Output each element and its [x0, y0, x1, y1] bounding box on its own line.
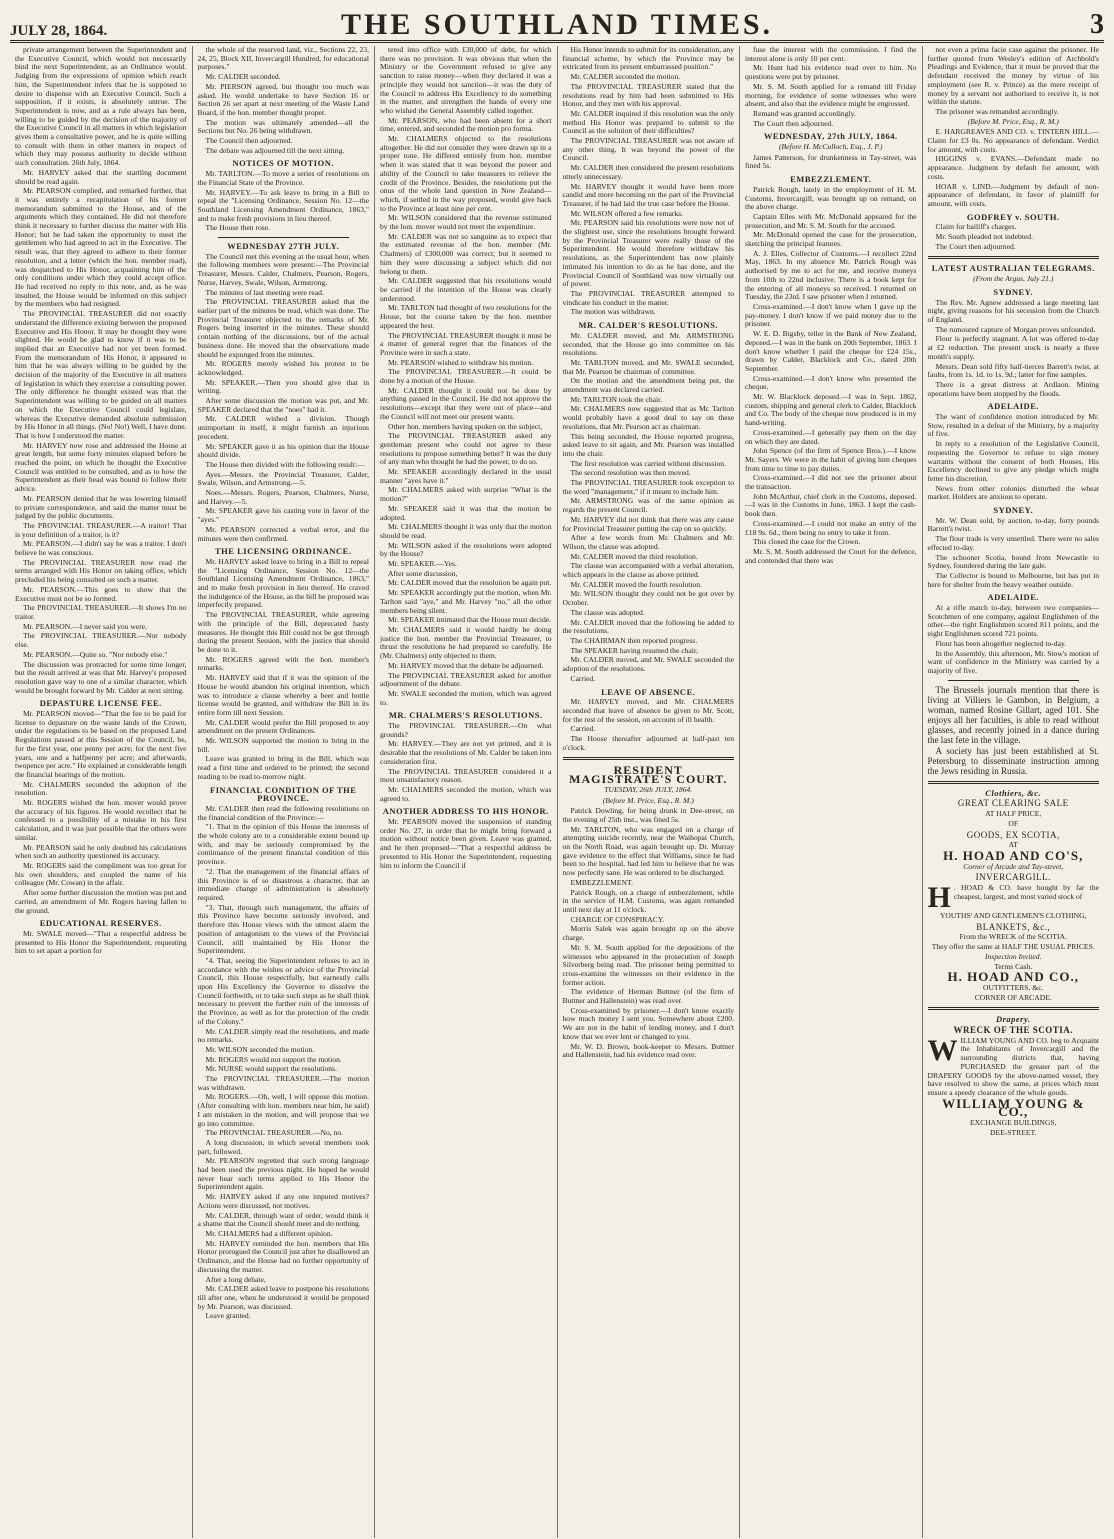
paragraph: Cross-examined.—I could not make an entry of the £18 9s. 6d., there being no entry to take it from. — [745, 518, 917, 537]
paragraph: Mr. PEARSON moved the suspension of standing order No. 27, in order that he might bring forward a motion without notice been given. Leave was granted, and he then proposed—"That a respectful address be presented to His Honor the Superintendent, requesting him to inform the Council if — [380, 817, 552, 870]
court-before: (Before M. Price, Esq., R. M.) — [602, 795, 694, 805]
paragraph: Messrs. Dean sold fifty half-tierces Barrett's twist, at faults, from 1s. 1d. to 1s. 9d.; latter for fine samples. — [927, 361, 1099, 380]
column-6 — [923, 46, 1105, 1538]
paragraph: Mr. TARLTON took the chair. — [570, 394, 663, 404]
court-title: RESIDENT MAGISTRATE'S COURT. — [569, 763, 728, 787]
paragraph: Mr. PEARSON said his resolutions were now not of the slightest use, since the resolutions brought forward by the Provincial Treasurer were really those of the Superintendent. He would therefore withdraw his resolutions, as the Superintendent has now plainly intimated his intention to do as he has done, and the Provincial Council of Southland was now virtually out of power. — [562, 218, 734, 289]
col2-paragraphs-4 — [198, 805, 370, 1321]
paragraph: Mr. CALDER moved that the resolution be again put. — [388, 578, 552, 588]
paragraph: Claim for bailiff's charges. — [935, 222, 1017, 232]
paragraph: Mr. SPEAKER accordingly put the motion, when Mr. Tarlton said "aye," and Mr. Harvey "no," all the other members being silent. — [380, 588, 552, 615]
paragraph: Mr. SPEAKER gave it as his opinion that the House should divide. — [197, 441, 369, 460]
paragraph: Mr. CALDER seconded. — [205, 72, 281, 82]
paragraph: James Patterson, for drunkenness in Tay-street, was fined 5s. — [745, 152, 917, 171]
section-heading: ANOTHER ADDRESS TO HIS HONOR. — [382, 806, 549, 817]
paragraph: Mr. WILSON thought they could not be got over by October. — [562, 589, 734, 608]
ad-line: OUTFITTERS, &c. — [982, 982, 1044, 992]
paragraph: Captain Elles with Mr. McDonald appeared for the prosecution, and Mr. S. M. South for the accused. — [745, 211, 917, 230]
paragraph: Mr. PEARSON denied that he was lowering himself to private correspondence, and said the matter must be judged by the public documents. — [15, 493, 187, 521]
paragraph: Mr. SWALE seconded the motion, which was agreed to. — [380, 688, 552, 707]
paragraph: Mr. HARVEY did not think that there was any cause for Provincial Treasurer putting the cap on so quickly. — [562, 514, 734, 533]
paragraph: Mr. CALDER moved the fourth resolution. — [570, 579, 702, 589]
ad-line: Inspection Invited. — [984, 951, 1042, 961]
divider — [928, 781, 1100, 784]
paragraph: The Court then adjourned. — [935, 241, 1016, 251]
section-heading: EMBEZZLEMENT. — [790, 174, 872, 185]
ad-body — [927, 881, 1100, 915]
paragraph: Mr. HARVEY asked that the startling document should be read again. — [15, 167, 187, 186]
ad-section-label: Clothiers, &c. — [985, 787, 1042, 798]
paragraph: Mr. TARLTON, who was engaged on a charge of attempting suicide recently, near the Waihopai Church, on the North Road, was again brought up. Dr. Murray gave evidence to the effect that Williams, since he had been to the hospital, had led him to believe that he was now perfectly sane. He was ordered to be discharged. — [562, 824, 734, 878]
paragraph: The PROVINCIAL TREASURER asked any gentleman present who could not agree to these resolutions to propose something better? It was the duty of any man who thought he had the power, to do so. — [380, 431, 552, 467]
ad-line: CORNER OF ARCADE. — [974, 992, 1052, 1002]
issue-date: JULY 28, 1864. — [10, 23, 108, 39]
paragraph: Mr. HARVEY asked if any one imputed motives? Actions were discussed, not motives. — [197, 1192, 369, 1210]
paragraph: The clause was accompanied with a verbal alteration, which appears in the clause as above printed. — [562, 561, 734, 580]
paragraph: The flour trade is very unsettled. There were no sales effected to-day. — [927, 534, 1099, 552]
paragraph: A. J. Elles, Collector of Customs.—I recollect 22nd May, 1863. In my absence Mr. Patrick Rough was authorised by me to act for me, and receive moneys from 10th to 22nd inclusive. There is a book kept for the entering of all moneys so received. I returned on Tuesday, the 23rd. I saw prisoner when I returned. — [745, 248, 917, 302]
col5-paragraphs-3 — [745, 186, 917, 566]
paragraph: Mr. PEARSON corrected a verbal error, and the minutes were then confirmed. — [197, 524, 369, 543]
paragraph: The PROVINCIAL TREASURER.—No, no. — [205, 1128, 344, 1138]
paragraph: Mr. CALDER moved the third resolution. — [570, 551, 698, 561]
ad-line: They offer the same at HALF THE USUAL PRICES. — [931, 942, 1095, 952]
paragraph: After some discussion the motion was put, and Mr. SPEAKER declared that the "noes" had it. — [197, 396, 369, 414]
col3-paragraphs-2 — [380, 722, 552, 803]
col5-paragraphs — [745, 46, 917, 128]
paragraph: The Court then adjourned. — [753, 118, 834, 128]
paragraph: Patrick Rough, on a charge of embezzlement, while in the service of H.M. Customs, was again remanded until next day at 11 o'clock. — [562, 887, 734, 914]
paragraph: Mr. SPEAKER intimated that the House must decide. — [388, 615, 552, 625]
telegram-city: SYDNEY. — [993, 286, 1034, 297]
column-2 — [193, 46, 376, 1538]
paragraph: The House then rose. — [205, 223, 271, 233]
paragraph: Mr. PEARSON.—I didn't say he was a traitor. I don't believe he was conscious. — [15, 539, 187, 558]
telegram-paragraphs-1 — [928, 299, 1100, 399]
ad-line: From the WRECK of the SCOTIA. — [959, 932, 1067, 942]
paragraph: not even a prima facie case against the prisoner. He further quoted from Wesley's edition of Archbold's Pleadings and Evidence, that it must be proved that the defendant received the money by virtue of his employment (see R. v. Prince) as the mere receipt of money by a servant not authorised to receive it, is not within the statute. — [927, 46, 1099, 107]
paragraph: Mr. ROGERS merely wished his protest to be acknowledged. — [197, 359, 369, 377]
paragraph: The PROVINCIAL TREASURER asked for another adjournment of the debate. — [380, 670, 552, 689]
ad-line: OF — [1008, 818, 1019, 828]
paragraph: The PROVINCIAL TREASURER was not aware of any other thing. It was beyond the power of the Council. — [562, 136, 734, 163]
section-heading: WEDNESDAY, 27th JULY, 1864. — [763, 131, 898, 142]
paragraph: The PROVINCIAL TREASURER.—It shows I'm no traitor. — [15, 603, 187, 621]
paragraph: Mr. W. Dean sold, by auction, to-day, forty pounds Barrett's twist. — [927, 515, 1099, 534]
paragraph: Mr. HARVEY reminded the hon. members that His Honor prorogued the Council just after he disallowed an Ordinance, and the House had no further opportunity of discussing the matter. — [197, 1238, 369, 1274]
paragraph: The Rev. Mr. Agnew addressed a large meeting last night, giving reasons for his secession from the Church of England. — [927, 297, 1099, 324]
ad-line: BLANKETS, &c., — [976, 921, 1051, 932]
paragraph: The PROVINCIAL TREASURER, while agreeing with the principle of the Bill, deprecated hasty measures. He thought this Bill could not be got through during the present Session, with the justice that should be done to it. — [197, 610, 369, 654]
paragraph: Mr. HARVEY asked leave to bring in a Bill to repeal the "Licensing Ordinance, Session No. 12—the Southland Licensing Amendment Ordinance, 1863," and to make fresh provision in lieu thereof. He craved the indulgence of the House, as the bill he proposed was imperfectly prepared. — [197, 556, 369, 610]
paragraph: The evidence of Herman Buttner (of the firm of Buttner and Hallenstein) was read over. — [562, 987, 734, 1006]
telegram-city: ADELAIDE. — [987, 401, 1039, 412]
paragraph: Mr. CALDER suggested that his resolutions would be carried if the intention of the House was clearly understood. — [380, 276, 552, 303]
telegram-paragraphs-4 — [928, 604, 1100, 676]
paragraph: Mr. McDonald opened the case for the prosecution, sketching the principal features. — [745, 230, 917, 249]
paragraph: Mr. PEARSON wished to withdraw his motion. — [388, 357, 534, 367]
paragraph: Mr. PEARSON said he only doubted his calculations when such an authority questioned its accuracy. — [15, 842, 187, 861]
paragraph: Mr. CALDER inquired if this resolution was the only method His Honor was prepared to submit to the Council as the solution of their difficulties? — [562, 108, 734, 136]
ad-title: WRECK OF THE SCOTIA. — [953, 1025, 1074, 1036]
paragraph: Mr. ROGERS.—Oh, well, I will oppose this motion. (After consulting with hon. members near him, he said) I am mistaken in the motion, and will propose that we go into committee. — [197, 1092, 369, 1128]
col4-paragraphs-3 — [563, 698, 735, 752]
paragraph: The SPEAKER having resumed the chair, — [570, 645, 698, 655]
paragraph: Mr. CALDER thought it could not be done by anything passed in the Council. He did not approve the resolutions—except that they were out of place—and the Council will not meet our present wants. — [380, 385, 552, 421]
paragraph: After a long debate, — [205, 1274, 266, 1284]
ad-line: GOODS, EX SCOTIA, — [966, 829, 1060, 840]
paragraph: Mr. ROGERS would not support the motion. — [205, 1054, 342, 1064]
paragraph: HOAR v. LIND.—Judgment by default of non-appearance of defendant, in favor of plaintiff for amount, with costs. — [927, 181, 1099, 208]
paragraph: In reply to a resolution of the Legislative Council, requesting the Governor to refuse to sign money warrants without the consent of both Houses, His Excellency declined to give any pledge which might fetter his discretion. — [927, 439, 1099, 483]
paragraph: Mr. CALDER then read the following resolutions on the financial condition of the Province:— — [197, 803, 369, 822]
telegram-paragraphs-3 — [928, 517, 1100, 590]
col6-paragraphs-3 — [928, 223, 1100, 251]
paragraph: Carried. — [570, 673, 596, 683]
paragraph: Mr. PEARSON, who had been absent for a short time, entered, and seconded the motion pro forma. — [380, 115, 552, 134]
paragraph: The prisoner was remanded accordingly. — [935, 106, 1059, 116]
divider — [948, 680, 1080, 681]
paragraph: Mr. CHALMERS said it would hardly be doing justice the hon. member the Provincial Treasurer, to thrust the resolutions he had prepared so carefully. He (Mr. Chalmers) only objected to them. — [380, 625, 552, 661]
paragraph: Other hon. members having spoken on the subject, — [388, 421, 543, 431]
paragraph: Cross-examined by prisoner.—I don't know exactly how much money I sent you. Somewhere about £200. We are not in the habit of lending money, and I don't know that we ever lent or changed to you. — [562, 1005, 734, 1041]
paragraph: A long discussion, in which several members took part, followed. — [197, 1137, 369, 1156]
paragraph: private arrangement between the Superintendent and the Executive Council, which would not necessarily bind the next Superintendent, as an Ordinance would. Judging from the expressions of opinion which reach him, the Superintendent infers that he is supposed to desire to dispense with an Executive Council. Such a supposition, if it exists, is absolutely untrue. The Superintendent is now, and as a rule always has been, willing to be guided by the decision of the majority of the Executive Council in all matters in which legislation gives them a consultative power, and he is quite willing to consult with them in other matters in respect of which they may possess authority to decide without such consultation. 26th July, 1864. — [15, 46, 187, 168]
divider — [218, 237, 350, 238]
column-4 — [558, 46, 741, 1538]
paragraph: Mr. PEARSON complied, and remarked further, that it was entirely a recapitulation of his former memorandum submitted to the House, and of the arguments which they contained. He did not therefore think it necessary to further discuss the matter with His Honor; but he had taken the opportunity to meet the gentlemen who had agreed to act in the Executive. The result was, that they agreed to adhere to their former resolution, and a letter (which the hon. member read), was despatched to His Honor, acquainting him of the only conditions under which they could accept office. He had received no reply to this note, and, as he was insulted, the House would be informed on this subject by the members who had resigned. — [15, 186, 187, 309]
divider — [928, 256, 1100, 259]
paragraph: Mr. CALDER moved, and Mr. ARMSTRONG seconded, that the House go into committee on his resolutions. — [562, 330, 734, 358]
paragraph: Cross-examined.—I don't know who presented the cheque. — [745, 373, 917, 392]
section-heading: THE LICENSING ORDINANCE. — [215, 546, 352, 557]
paragraph: Mr. CHALMERS asked with surprise "What is the motion?" — [380, 485, 552, 504]
paragraph: The Council then adjourned. — [205, 136, 293, 146]
section-heading: DEPASTURE LICENSE FEE. — [39, 698, 162, 709]
paragraph: Leave was granted to bring in the Bill, which was read a first time and ordered to be printed; the second reading to be read to-morrow night. — [197, 754, 369, 781]
ad-line: AT — [1008, 840, 1018, 850]
paragraph: Mr. CHALMERS thought it was only that the motion should be read. — [380, 522, 552, 540]
paragraph: Ayes.—Messrs. the Provincial Treasurer, Calder, Swale, Wilson, and Armstrong.—5. — [197, 469, 369, 488]
paragraph: Mr. PIERSON agreed, but thought too much was asked. He would undertake to have Section 16 or Section 26 set apart at next meeting of the Waste Land Board, if the hon. member thought proper. — [197, 81, 369, 117]
clothing-advertisement — [928, 789, 1100, 1003]
paragraph: The PROVINCIAL TREASURER asked that the earlier part of the minutes be read, which was done. The Provincial Treasurer objected to the remarks of Mr. Rogers being inserted in the minutes. These should contain nothing of the discussions, but of the actual business done. He moved that the observations made should be expunged from the minutes. — [197, 297, 369, 359]
paragraph: Mr. CHALMERS had a different opinion. — [205, 1229, 333, 1238]
ad-body-text: . HOAD & CO. have bought by far the cheapest, largest, and most varied stock of — [953, 883, 1099, 901]
paragraph: tered into office with £30,000 of debt, for which there was no provision. It was obvious that when the Ministry or the Government refused to give any sanction to raise money—when they declared it was a principle they would not sanction—it was the duty of the Council to address His Excellency to do something in the matter, and strengthen the hands of every one who wished the General Assembly called together. — [380, 46, 552, 115]
paragraph: The PROVINCIAL TREASURER did not exactly understand the difference existing between the proposed Executive and His Honor. It may be thought they were slighted. He would be glad to know if it was to be implied that an Executive had not yet been formed. From the memorandum of His Honor, it appeared to him that he was always willing to be guided by the decision of the majority of the Executive in all matters of legislation in which they exercise a consulting power. The only difference he thought existed was that the Superintendent was willing to be guided on all matters on which the Executive Council could legislate, whereas the Executive demanded absolute submission by His Honor in all things. (No! No!) Well, I have done. That is how I understood the matter. — [15, 309, 187, 440]
ad-merchant-name: H. HOAD AND CO'S, — [943, 847, 1084, 863]
column-1 — [10, 46, 193, 1538]
paragraph: Mr. CHALMERS seconded the adoption of the resolution. — [15, 779, 187, 798]
paragraph: Mr. CALDER simply read the resolutions, and made no remarks. — [197, 1026, 369, 1045]
paragraph: Mr. NURSE would support the resolutions. — [205, 1064, 337, 1074]
paragraph: Noes.—Messrs. Rogers, Pearson, Chalmers, Nurse, and Harvey.—5. — [197, 488, 369, 506]
paragraph: Mr. SPEAKER.—Then you should give that in writing. — [197, 377, 369, 396]
paragraph: Mr. CHALMERS seconded the motion, which was agreed to. — [380, 784, 552, 803]
col1-paragraphs-2 — [15, 710, 187, 915]
paragraph: Mr. Hunt had his evidence read over to him. No questions were put by prisoner. — [745, 63, 917, 82]
telegram-paragraphs-2 — [928, 413, 1100, 502]
paragraph: CHARGE OF CONSPIRACY. — [570, 914, 665, 924]
paragraph: Mr. HARVEY moved that the debate be adjourned. — [388, 660, 544, 670]
court-before: (Before H. McCulloch, Esq., J. P.) — [778, 142, 883, 152]
paragraph: The CHAIRMAN then reported progress. — [570, 636, 698, 645]
paragraph: The minutes of last meeting were read. — [205, 287, 324, 297]
paragraph: Leave granted. — [205, 1311, 251, 1321]
section-heading: FINANCIAL CONDITION OF THE PROVINCE. — [210, 784, 357, 804]
paragraph: E. HARGREAVES AND CO. v. TINTERN HILL.—Claim for £3 0s. No appearance of defendant. Verdict for amount, with costs. — [927, 127, 1099, 154]
paragraph: "2. That the management of the financial affairs of this Province is of so disastrous a character, that an immediate change of administration is absolutely required. — [197, 866, 369, 902]
section-heading: EDUCATIONAL RESERVES. — [39, 918, 162, 929]
paragraph: the whole of the reserved land, viz., Sections 22, 23, 24, 25, Block XII, Invercargill Hundred, for educational purposes." — [197, 46, 369, 72]
paragraph: The PROVINCIAL TREASURER considered it a most unsatisfactory reason. — [380, 766, 552, 785]
paragraph: "1. That in the opinion of this House the interests of the whole colony are to a considerable extent bound up with, and may be seriously compromised by the continuance of the present financial condition of this province. — [197, 822, 369, 867]
drapery-advertisement — [928, 1015, 1100, 1137]
col5-paragraphs-2 — [745, 154, 917, 171]
telegram-city: SYDNEY. — [993, 505, 1034, 516]
paragraph: Mr. S. M. South applied for a remand till Friday morning, for evidence of some witnesses who were absent, and also that the evidence might be engrossed. — [745, 81, 917, 109]
paragraph: The PROVINCIAL TREASURER.—Nor nobody else. — [15, 631, 187, 650]
paragraph: Mr. WILSON supported the motion to bring in the bill. — [197, 736, 369, 754]
paragraph: Mr. ROGERS wished the hon. mover would prove the accuracy of his figures. He would recollect that he confessed to a possibility of a mistake in his first calculation, and it was just possible that the others were similar. — [15, 798, 187, 842]
paragraph: Morris Salek was again brought up on the above charge. — [562, 924, 734, 943]
paragraph: The second resolution was then moved. — [570, 468, 691, 478]
paragraph: Mr. CHALMERS objected to the resolutions altogether. He did not consider they were drawn up in a proper tone. He differed entirely from hon. member when it was stated that it was beyond the power and ability of the Council to take measures to relieve the credit of the Province. Besides, the resolutions put the onus of the whole land question in New Zealand—which, if settled in the way proposed, would give back to the Province at least nine per cent. — [380, 134, 552, 213]
drop-cap: W — [927, 1033, 958, 1067]
divider — [563, 757, 735, 760]
col2-paragraphs-2 — [198, 253, 370, 544]
paragraph: Flour is perfectly stagnant. A lot was offered to-day at £2 reduction. The present stock is nearly a three month's supply. — [927, 334, 1099, 361]
paragraph: Mr. ROGERS said the compliment was too great for his own shoulders, and coupled the name of his colleague (Mr. Cowan) in the affair. — [15, 860, 187, 888]
paragraph: Carried. — [570, 724, 596, 734]
col3-paragraphs-3 — [380, 818, 552, 870]
paragraph: Mr. ARMSTRONG was of the same opinion as regards the present Council. — [562, 496, 734, 515]
paragraph: Mr. CALDER moved, and Mr. SWALE seconded the adoption of the resolutions. — [562, 655, 734, 674]
paragraph: The schooner Scotia, bound from Newcastle to Sydney, foundered during the late gale. — [927, 552, 1099, 571]
paragraph: Mr. WILSON considered that the revenue estimated by the hon. mover would not meet the expenditure. — [380, 213, 552, 232]
paragraph: The want of confidence motion introduced by Mr. Stow, resulted in a defeat of the Ministry, by a majority of five. — [927, 412, 1099, 439]
paragraph: Mr. HARVEY.—They are not yet printed, and it is desirable that the resolutions of Mr. Calder be taken into consideration first. — [380, 739, 552, 766]
paragraph: Mr. CALDER seconded the motion. — [570, 72, 681, 82]
paragraph: The PROVINCIAL TREASURER.—The motion was withdrawn. — [197, 1074, 369, 1092]
paragraph: Mr. HARVEY thought it would have been more candid and more becoming on the part of the Provincial Treasurer, if he had laid the true case before the House. — [562, 181, 734, 208]
col2-notices — [198, 170, 370, 233]
paragraph: "4. That, seeing the Superintendent refuses to act in accordance with the wishes or advice of the Provincial Council, this House respectfully, but earnestly calls upon His Excellency the Governor to dissolve the Council forthwith, or to take such steps as he shall think necessary to prevent the further ruin of the interests of the Province, as well as for the protection of the credit of the Colony." — [197, 955, 369, 1026]
ad-signature: H. HOAD AND CO., — [947, 969, 1080, 985]
paragraph: Mr. CALDER wished a division. Though unimportant in itself, it might furnish an injurious precedent. — [197, 414, 369, 441]
column-5 — [740, 46, 923, 1538]
ad-line: Terms Cash. — [994, 961, 1033, 971]
paragraph: There is a great distress at Ardlaon. Mining operations have been stopped by the floods. — [927, 379, 1099, 398]
paragraph: Mr. SWALE moved—"That a respectful address be presented to His Honor the Superintendent, requesting him to set apart a portion for — [15, 928, 187, 956]
col4-paragraphs — [563, 46, 735, 317]
paragraph: Mr. CHALMERS now suggested that as Mr. Tarlton would probably have a good deal to say on these resolutions, that Mr. Pearson act as chairman. — [562, 404, 734, 431]
paragraph: Mr. PEARSON.—I never said you were. — [23, 621, 148, 631]
col6-paragraphs — [928, 46, 1100, 117]
paragraph: Mr. PEARSON regretted that such strong language had been used the previous night. He hoped he would never hear such terms applied to His Honor the Superintendent again. — [197, 1156, 369, 1192]
ad-line: AT HALF PRICE, — [985, 809, 1042, 819]
paragraph: Cross-examined.—I did not see the prisoner about the transaction. — [745, 473, 917, 492]
telegram-source: (From the Argus, July 21.) — [973, 274, 1054, 284]
paragraph: The first resolution was carried without discussion. — [570, 458, 726, 468]
paragraph: The PROVINCIAL TREASURER stated that the resolutions read by him had been submitted to His Honor, and they met with his approval. — [562, 81, 734, 109]
ad-line: GREAT CLEARING SALE — [957, 798, 1069, 809]
paragraph: "3. That, through such management, the affairs of this Province have become seriously involved, and therefore this House views with the utmost alarm the position of antagonism to the views of the Provincial Council, still maintained by His Honor the Superintendent. — [197, 902, 369, 956]
paragraph: Mr. TARLTON moved, and Mr. SWALE seconded, that Mr. Pearson be chairman of committee. — [562, 357, 734, 376]
paragraph: Mr. CALDER moved that the following be added to the resolutions. — [562, 617, 734, 636]
col4-court-paragraphs — [563, 807, 735, 1060]
paragraph: The debate was adjourned till the next sitting. — [205, 145, 345, 155]
paragraph: The motion was ultimately amended—all the Sections but No. 26 being withdrawn. — [197, 117, 369, 136]
paragraph: The Collector is bound to Melbourne, but has put in here for shelter from the heavy weather outside. — [927, 570, 1099, 589]
paragraph: Mr. HARVEY.—To ask leave to bring in a Bill to repeal the "Licensing Ordinance, Session No. 12—the Southland Licensing Amendment Ordinance, 1863," and to make fresh provisions in lieu thereof. — [197, 187, 369, 223]
paragraph: The PROVINCIAL TREASURER.—A traitor! That is your definition of a traitor, is it? — [15, 520, 187, 539]
paragraph: Patrick Rough, lately in the employment of H. M. Customs, Invercargill, was brought up on remand, on the above charge. — [745, 184, 917, 212]
ad-line: DEE-STREET. — [990, 1127, 1037, 1137]
paragraph: Mr. WILSON asked if the resolutions were adopted by the House? — [380, 540, 552, 559]
col4-paragraphs-2 — [563, 332, 735, 684]
col3-paragraphs — [380, 46, 552, 707]
paragraph: Mr. HARVEY moved, and Mr. CHALMERS seconded that leave of absence be given to Mr. Scott, for the rest of the session, on account of ill health. — [562, 697, 734, 724]
col6-paragraphs-2 — [928, 128, 1100, 208]
section-heading: WEDNESDAY 27TH JULY. — [227, 241, 340, 252]
paragraph: Mr. ROGERS agreed with the hon. member's remarks. — [197, 654, 369, 673]
section-heading: MR. CALDER'S RESOLUTIONS. — [578, 320, 719, 331]
ad-line: INVERCARGILL. — [975, 872, 1051, 883]
section-heading: GODFREY v. SOUTH. — [966, 211, 1060, 222]
section-heading: MR. CHALMERS'S RESOLUTIONS. — [388, 710, 543, 721]
divider — [928, 1007, 1100, 1010]
paragraph: The PROVINCIAL TREASURER took exception to the word "management," if it meant to include him. — [562, 478, 734, 496]
ad-section-label: Drapery. — [995, 1014, 1031, 1025]
paragraph: At a rifle match to-day, between two companies—Scotchmen of one company, against Englishmen of the other—the right Englishmen scored 811 points, and the eight Englishmen scored 721 points. — [927, 603, 1099, 639]
paragraph: Mr. CALDER asked leave to postpone his resolutions till after one, when he understood it would be proposed by Mr. Pearson, was discussed. — [197, 1284, 369, 1311]
paragraph: Cross-examined.—I don't know when I gave up the pay-money. I don't know if we paid money due to the prisoner. — [745, 301, 917, 329]
telegram-title: LATEST AUSTRALIAN TELEGRAMS. — [931, 263, 1095, 274]
paragraph: W. E. D. Bigsby, teller in the Bank of New Zealand, deposed.—I was in the bank on 20th September, 1863. I don't know whether I paid the cheque for £24 15s., drawn by Calder, Blacklock and Co., dated 20th September. — [745, 329, 917, 373]
paragraph: HIGGINS v. EVANS.—Defendant made no appearance. Judgment by default for amount, with costs. — [927, 154, 1099, 181]
paragraph: Mr. WILSON offered a few remarks. — [570, 208, 684, 218]
paragraph: The PROVINCIAL TREASURER attempted to vindicate his conduct in the matter. — [562, 288, 734, 307]
paragraph: News from other colonies disturbed the wheat market. Holders are anxious to operate. — [927, 483, 1099, 502]
paragraph: The House thereafter adjourned at half-past ten o'clock. — [562, 734, 734, 752]
paragraph: The PROVINCIAL TREASURER.—It could be done by a motion of the House. — [380, 367, 552, 386]
court-date: TUESDAY, 26th JULY, 1864. — [604, 784, 693, 794]
paragraph: After a few words from Mr. Chalmers and Mr. Wilson, the clause was adopted. — [562, 533, 734, 551]
paragraph: The PROVINCIAL TREASURER.—On what grounds? — [380, 721, 552, 739]
paragraph: Flour has been altogether neglected to-day. — [935, 638, 1067, 648]
paragraph: Mr. PEARSON.—This goes to show that the Executive must not be so formed. — [15, 584, 187, 603]
page-number: 3 — [1090, 9, 1104, 40]
paragraph: Mr. SPEAKER said it was that the motion be adopted. — [380, 503, 552, 522]
column-3 — [375, 46, 558, 1538]
col1-paragraphs-3 — [15, 930, 187, 956]
paragraph: The Council met this evening at the usual hour, when the following members were present:—The Provincial Treasurer, Messrs. Calder, Chalmers, Pearson, Rogers, Nurse, Harvey, Swale, Wilson, Armstrong. — [197, 251, 369, 287]
ad-line: Corner of Arcade and Tay-street, — [963, 861, 1064, 871]
paragraph: Patrick Dowling, for being drunk in Dee-street, on the evening of 25th inst., was fined 5s. — [562, 806, 734, 824]
telegram-city: ADELAIDE. — [987, 592, 1039, 603]
paragraph: Mr. South pleaded not indebted. — [935, 232, 1033, 242]
paragraph: Mr. SPEAKER gave his casting vote in favor of the "ayes." — [197, 506, 369, 525]
paragraph: fuse the interest with the commission. I find the interest alone is only 10 per cent. — [745, 46, 917, 63]
paragraph: Mr. SPEAKER.—Yes. — [388, 559, 457, 569]
paragraph: Mr. PEARSON moved—"That the fee to be paid for license to depasture on the waste lands of the Crown, under the regulations to be based on the proposed Land Regulations passed at this Session of the Council, be, for the first year, one penny per acre; for the next five years, one and a halfpenny per acre; and afterwards, twopence per acre." He explained at considerable length the financial bearings of the motion. — [15, 709, 187, 779]
paragraph: Mr. HARVEY said that if it was the opinion of the House he would abandon his original intention, which was to introduce a clause whereby a beer and bottle license would be granted, and withdraw the Bill in its entire form till next Session. — [197, 673, 369, 717]
paragraph: Mr. HARVEY now rose and addressed the House at great length, but some forty minutes elapsed before he reached the point, on which he thought the Executive Council was entitled to be consulted, and as to how the Superintendent as their head was bound to follow their advice. — [15, 440, 187, 494]
paragraph: Mr. W. Blacklock deposed.—I was in Sept. 1862, custom, shipping and general clerk to Calder, Blacklock and Co. The body of the cheque now produced is in my hand-writing. — [745, 392, 917, 428]
paragraph: After some discussion, — [388, 568, 458, 578]
paragraph: Mr. WILSON seconded the motion. — [205, 1044, 315, 1054]
paragraph: Mr. SPEAKER accordingly declared in the usual manner "ayes have it." — [380, 467, 552, 485]
paragraph: Mr. PEARSON.—Quite so. "Nor nobody else." — [23, 649, 168, 659]
paragraph: In the Assembly, this afternoon, Mr. Stow's motion of want of confidence in the Ministry was carried by a majority of five. — [927, 648, 1099, 675]
col1-paragraphs — [15, 46, 187, 695]
petersburg-item: A society has just been established at St. Petersburg to disseminate instruction among the Jews residing in Russia. — [927, 745, 1099, 776]
columns — [10, 46, 1104, 1538]
paragraph: John Spence (of the firm of Spence Bros.).—I know Mr. Sayers. We were in the habit of giving him cheques from time to time to pay duties. — [745, 446, 917, 473]
paragraph: Mr. S. M. South addressed the Court for the defence, and contended that there was — [745, 546, 917, 565]
paragraph: Mr. CALDER then considered the present resolutions utterly unnecessary. — [562, 163, 734, 181]
ad-body-text: ILLIAM YOUNG AND CO. beg to Acquaint the Inhabitants of Invercargill and the surrounding districts that, having PURCHASED the greater part of the DRAPERY GOODS by the above-named vessel, they have resolved to show the same, at prices which must ensure a speedy clearance of the whole goods. — [927, 1035, 1099, 1097]
ad-line: YOUTHS' AND GENTLEMEN'S CLOTHING, — [939, 911, 1087, 921]
paragraph: After some further discussion the motion was put and carried, an amendment of Mr. Rogers having fallen to the ground. — [15, 888, 187, 915]
col2-paragraphs-3 — [198, 558, 370, 782]
paragraph: Mr. S. M. South applied for the depositions of the witnesses who appeared in the prosecution of Joseph Silverberg being read. The prisoner being permitted to cross-examine the witnesses on their evidence in the former action. — [562, 942, 734, 987]
paragraph: The discussion was protracted for some time longer, but the result arrived at was that Mr. Harvey's proposed resolution gave way to one of a similar character, which would be brought forward by Mr. Calder at next sitting. — [15, 659, 187, 695]
paragraph: The motion was withdrawn. — [570, 307, 656, 317]
paragraph: The House then divided with the following result:— — [205, 459, 365, 469]
drop-cap: H — [927, 881, 951, 915]
brussels-item: The Brussels journals mention that there is living at Villiers le Gambon, in Belgium, a woman, named Rosine Gillart, aged 101. She enjoys all her faculties, is able to read without glasses, and recently joined in a dance during the last fete in the village. — [927, 684, 1099, 745]
ad-signature: WILLIAM YOUNG & CO., — [942, 1095, 1085, 1120]
col2-paragraphs — [198, 46, 370, 155]
paragraph: Remand was granted accordingly. — [753, 108, 856, 118]
paragraph: EMBEZZLEMENT. — [570, 877, 633, 887]
court-before: (Before M. Price, Esq., R. M.) — [967, 116, 1059, 126]
section-heading: LEAVE OF ABSENCE. — [601, 686, 696, 697]
section-heading: NOTICES OF MOTION. — [232, 158, 334, 169]
newspaper-title: THE SOUTHLAND TIMES. — [340, 8, 774, 41]
paragraph: Mr. TARLTON had thought of two resolutions for the House, but the course taken by the hon. member appeared the best. — [380, 303, 552, 330]
paragraph: The rumoured capture of Morgan proves unfounded. — [935, 324, 1096, 334]
paragraph: Mr. TARLTON.—To move a series of resolutions on the Financial State of the Province. — [197, 169, 369, 187]
paragraph: This being seconded, the House reported progress, asked leave to sit again, and Mr. Pearson was installed into the chair. — [562, 431, 734, 458]
paragraph: Cross-examined.—I generally pay them on the day on which they are dated. — [745, 427, 917, 446]
paragraph: His Honor intends to submit for its consideration, any financial scheme, by which the Province may be extricated from its present embarrassed position." — [562, 46, 734, 72]
paragraph: John McArthur, chief clerk in the Customs, deposed.—I was in the Customs in June, 1863. I kept the cash-book then. — [745, 491, 917, 519]
paragraph: Mr. CALDER was not so sanguine as to expect that the estimated revenue of the hon. member (Mr. Chalmers) of £300,000 was correct; but it seemed to him they were discussing a subject which did not belong to them. — [380, 231, 552, 276]
paragraph: The clause was adopted. — [570, 607, 645, 617]
paragraph: The PROVINCIAL TREASURER now read the terms arranged with His Honor on taking office, which precluded his being consulted on such a matter. — [15, 557, 187, 585]
masthead — [10, 6, 1104, 43]
paragraph: Mr. CALDER, through want of order, would think it a shame that the Council should meet and do nothing. — [197, 1210, 369, 1229]
paragraph: This closed the case for the Crown. — [753, 537, 861, 547]
paragraph: The PROVINCIAL TREASURER thought it must be a matter of general regret that the finances of the Province were in such a state. — [380, 330, 552, 357]
ad-body — [927, 1033, 1100, 1098]
paragraph: Mr. W. D. Brown, book-keeper to Messrs. Buttner and Hallenstein, had his evidence read over. — [562, 1041, 734, 1060]
ad-line: EXCHANGE BUILDINGS, — [970, 1118, 1057, 1128]
paragraph: On the motion and the amendment being put, the amendment was declared carried. — [562, 376, 734, 395]
paragraph: Mr. CALDER would prefer the Bill proposed to any amendment on the present Ordinances. — [197, 717, 369, 736]
